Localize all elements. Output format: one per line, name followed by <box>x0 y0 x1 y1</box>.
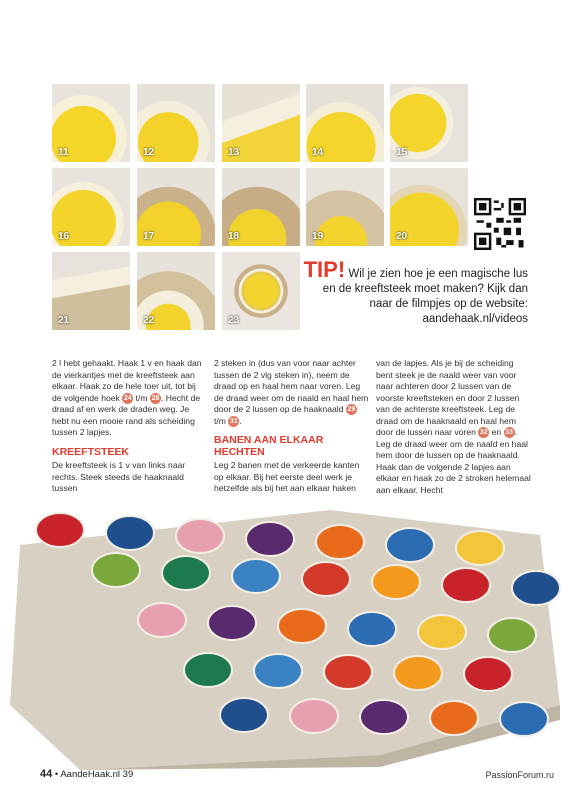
step-number: 22 <box>143 315 155 326</box>
crochet-motif <box>176 519 224 553</box>
crochet-motif <box>36 513 84 547</box>
crochet-motif <box>246 522 294 556</box>
crochet-motif <box>324 655 372 689</box>
crochet-motif <box>360 700 408 734</box>
page-footer <box>40 768 133 780</box>
step-photo <box>390 168 468 246</box>
tip-text: Wil je zien hoe je een magische lus en de kreeftsteek moet maken? Kijk dan naar de filmpjes op de website: aandehaak.nl/videos <box>322 268 528 325</box>
paragraph-text: . <box>239 415 242 426</box>
step-number: 12 <box>143 147 155 158</box>
crochet-motif <box>430 701 478 735</box>
step-badge: 31 <box>229 417 238 425</box>
crochet-motif <box>106 516 154 550</box>
step-photo <box>52 168 130 246</box>
step-photo <box>306 84 384 162</box>
paragraph-text: t/m <box>135 392 148 403</box>
qr-code-icon[interactable] <box>474 198 526 250</box>
step-photo <box>222 168 300 246</box>
crochet-motif <box>220 698 268 732</box>
text-column-1 <box>52 358 207 495</box>
paragraph <box>376 358 531 496</box>
step-photo <box>390 84 468 162</box>
crochet-motif <box>456 531 504 565</box>
step-number: 19 <box>312 231 324 242</box>
step-number: 14 <box>312 147 324 158</box>
step-photo <box>52 84 130 162</box>
text-column-2 <box>214 358 369 495</box>
step-photo <box>306 168 384 246</box>
step-number: 13 <box>228 147 240 158</box>
step-badge: 24 <box>123 394 132 402</box>
crochet-motif <box>92 553 140 587</box>
crochet-motif <box>302 562 350 596</box>
paragraph-text: . Hecht de draad af en werk de draden weg. Je hebt nu een mooie rand als scheiding tussen 2 lapjes. <box>52 392 201 437</box>
step-photo <box>137 252 215 330</box>
magazine-title: AandeHaak.nl 39 <box>60 769 134 780</box>
step-badge: 32 <box>479 429 488 437</box>
crochet-motif <box>372 565 420 599</box>
crochet-motif <box>394 656 442 690</box>
crochet-motif <box>184 653 232 687</box>
crochet-motif <box>232 559 280 593</box>
step-number: 15 <box>396 147 408 158</box>
paragraph-text: 2 steken in (dus van voor naar achter tussen de 2 vlg steken in), neem de draad op en haal hem naar voren. Leg de draad weer om de naald en haal hem door de 2 lussen op de haaknaald <box>214 358 369 414</box>
step-number: 23 <box>228 315 240 326</box>
crochet-motif <box>488 618 536 652</box>
crochet-motif <box>442 568 490 602</box>
section-heading: BANEN AAN ELKAAR HECHTEN <box>214 434 324 458</box>
crochet-motif <box>386 528 434 562</box>
paragraph-text: . Leg de draad weer om de naald en haal hem door de lussen op de haaknaald. Haak dan de volgende 2 lapjes aan elkaar en haak zo de 2 stroken helemaal aan elkaar. Hecht <box>376 427 531 495</box>
crochet-motif <box>208 606 256 640</box>
crochet-motif <box>138 603 186 637</box>
paragraph-text: t/m <box>214 415 226 426</box>
blanket-photo <box>0 505 566 770</box>
crochet-motif <box>464 657 512 691</box>
step-photo <box>137 168 215 246</box>
paragraph-text: 2 l hebt gehaakt. Haak 1 v en haak dan de vierkantjes met de kreeftsteek aan elkaar. Haak zo de hele toer uit, tot bij de volgende hoek <box>52 358 202 403</box>
crochet-motif <box>418 615 466 649</box>
step-number: 17 <box>143 231 155 242</box>
section-heading: KREEFTSTEEK <box>52 445 130 458</box>
step-number: 20 <box>396 231 408 242</box>
step-number: 11 <box>58 147 69 158</box>
crochet-motif <box>500 702 548 736</box>
step-number: 21 <box>58 315 70 326</box>
step-photo <box>222 252 300 330</box>
paragraph-text: en <box>491 427 502 437</box>
crochet-motif <box>512 571 560 605</box>
tip-box <box>300 257 528 327</box>
paragraph: De kreeftsteek is 1 v van links naar rechts. Steek steeds de haaknaald tussen <box>52 460 186 493</box>
crochet-motif <box>162 556 210 590</box>
page-number: 44 <box>40 768 53 780</box>
crochet-motif <box>254 654 302 688</box>
crochet-motif <box>348 612 396 646</box>
watermark: PassionForum.ru <box>485 770 554 780</box>
step-badge: 29 <box>347 406 356 414</box>
step-number: 18 <box>228 231 240 242</box>
paragraph <box>214 358 369 427</box>
step-number: 16 <box>58 231 70 242</box>
footer-bullet: • <box>54 769 59 780</box>
step-photo <box>137 84 215 162</box>
crochet-motif <box>316 525 364 559</box>
crochet-motif <box>278 609 326 643</box>
paragraph-text: van de lapjes. Als je bij de scheiding bent steek je de naald weer van voor naar achteren door 2 lussen van de voorste kreeftsteken en door 2 lussen van de achterste kreeftsteek. Leg de draad om de haaknaald en haal hem door de lussen naar voren <box>376 358 520 437</box>
step-photo <box>52 252 130 330</box>
step-photo <box>222 84 300 162</box>
paragraph: Leg 2 banen met de verkeerde kanten op elkaar. Bij het eerste deel werk je hetzelfde als bij het aan elkaar haken <box>214 460 360 493</box>
step-badge: 33 <box>505 429 513 437</box>
text-column-3 <box>376 358 531 496</box>
paragraph <box>52 358 207 439</box>
tip-heading: TIP! <box>303 257 346 282</box>
crochet-motif <box>290 699 338 733</box>
step-badge: 28 <box>151 394 160 402</box>
